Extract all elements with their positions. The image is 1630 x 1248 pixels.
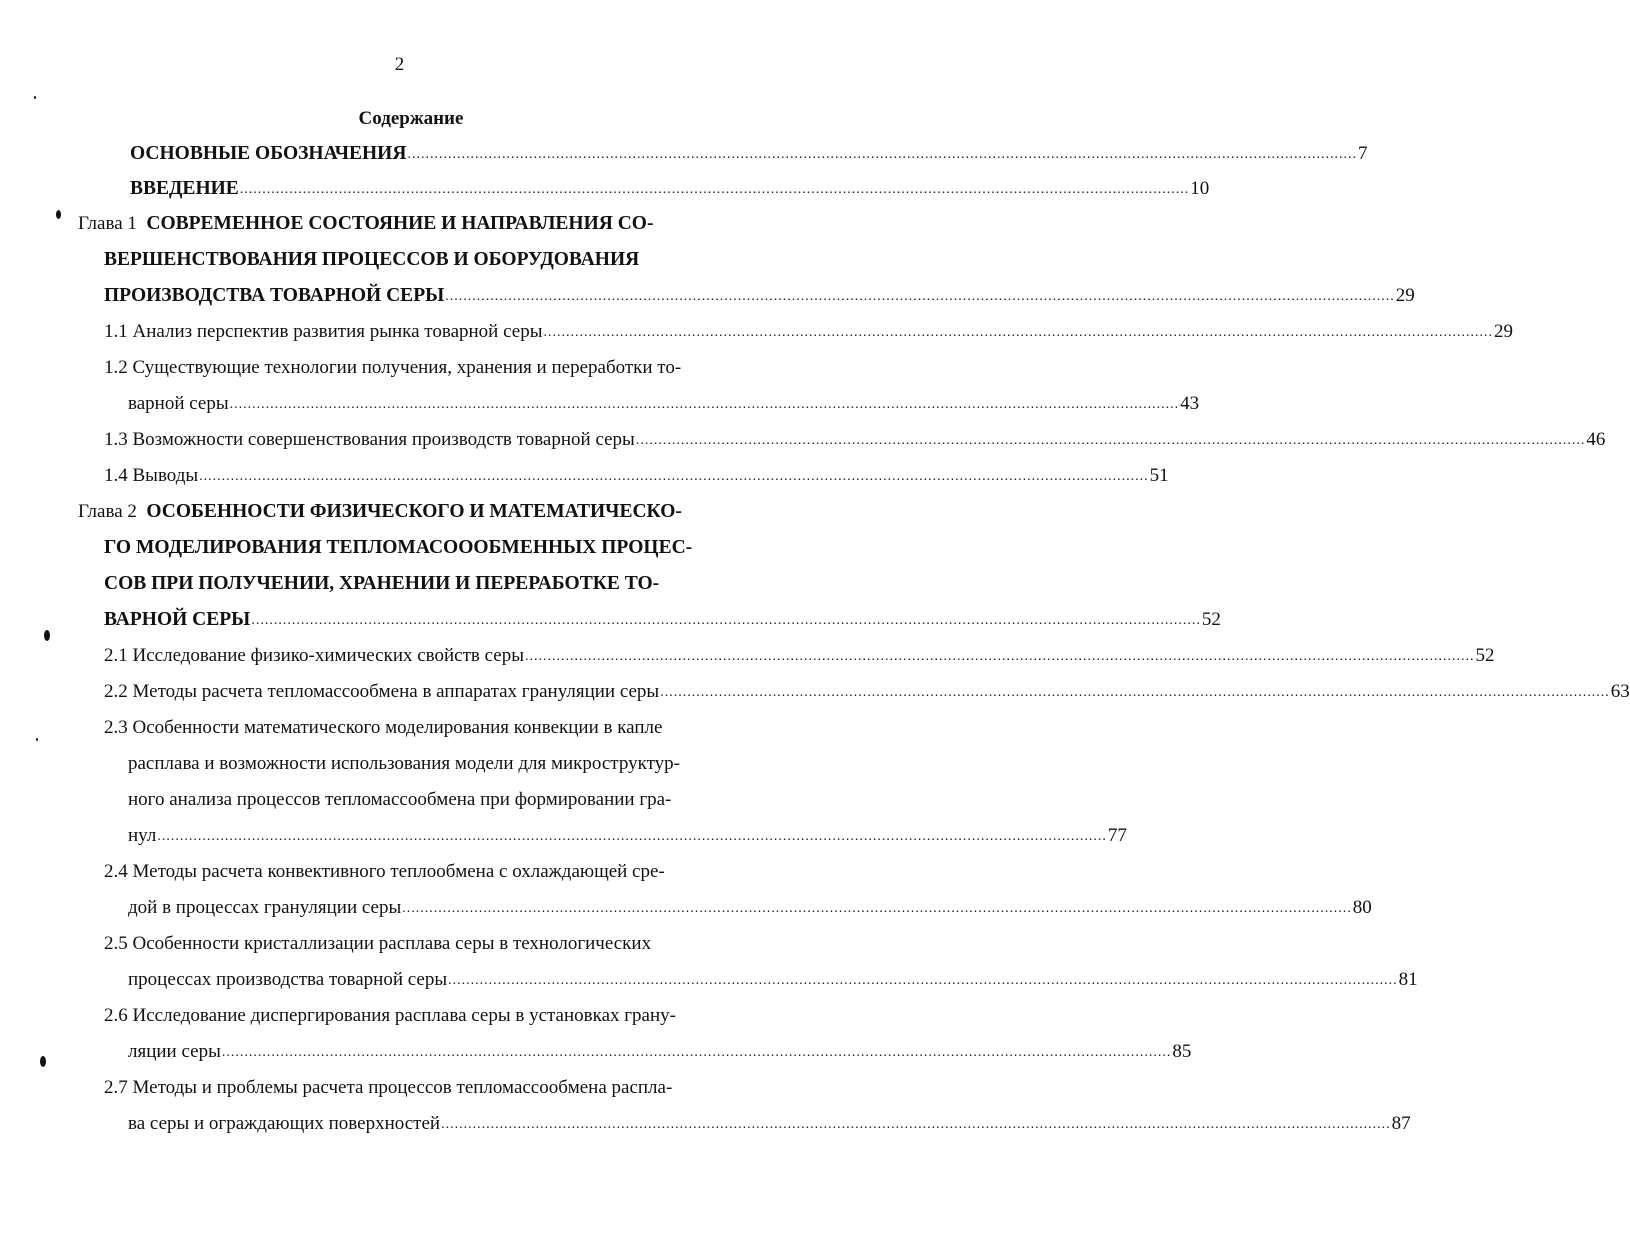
chapter-prefix: Глава 1 bbox=[78, 213, 137, 234]
toc-page-number: 85 bbox=[1172, 1041, 1192, 1062]
scan-speck bbox=[44, 630, 50, 641]
toc-entry-text: дой в процессах грануляции серы bbox=[128, 897, 402, 918]
toc-chapter-2-line-1[interactable] bbox=[78, 498, 682, 526]
toc-section-2-3-line-3: ного анализа процессов тепломассообмена при формировании гра- bbox=[128, 789, 672, 810]
dot-leader: ................................................................................................................................................................................................................... bbox=[441, 1117, 1391, 1132]
toc-chapter-2-line-3: СОВ ПРИ ПОЛУЧЕНИИ, ХРАНЕНИИ И ПЕРЕРАБОТКЕ ТО- bbox=[104, 573, 660, 594]
dot-leader: ................................................................................................................................................................................................................... bbox=[525, 649, 1475, 664]
toc-page-number: 63 bbox=[1610, 681, 1630, 702]
dot-leader: ................................................................................................................................................................................................................... bbox=[402, 901, 1352, 916]
toc-section-1-2-line-2[interactable] bbox=[128, 390, 1200, 418]
toc-page-number: 80 bbox=[1352, 897, 1372, 918]
toc-page-number: 77 bbox=[1107, 825, 1127, 846]
toc-chapter-1-line-1[interactable] bbox=[78, 210, 653, 238]
dot-leader: ................................................................................................................................................................................................................... bbox=[660, 685, 1610, 700]
toc-section-2-1[interactable] bbox=[104, 642, 1495, 670]
toc-page-number: 51 bbox=[1149, 465, 1169, 486]
toc-page-number: 29 bbox=[1493, 321, 1513, 342]
chapter-title-text: ОСОБЕННОСТИ ФИЗИЧЕСКОГО И МАТЕМАТИЧЕСКО- bbox=[146, 501, 682, 522]
toc-entry-text: ва серы и ограждающих поверхностей bbox=[128, 1113, 441, 1134]
scan-speck bbox=[56, 210, 61, 219]
toc-section-2-6-line-1[interactable]: 2.6 Исследование диспергирования расплава серы в установках грану- bbox=[104, 1005, 676, 1026]
dot-leader: ................................................................................................................................................................................................................... bbox=[251, 613, 1201, 628]
toc-section-2-4-line-2[interactable] bbox=[128, 894, 1372, 922]
toc-entry-text: 1.1 Анализ перспектив развития рынка товарной серы bbox=[104, 321, 543, 342]
toc-page-number: 10 bbox=[1190, 178, 1210, 199]
toc-page-number: 7 bbox=[1357, 143, 1368, 164]
toc-page-number: 52 bbox=[1475, 645, 1495, 666]
toc-section-2-4-line-1[interactable]: 2.4 Методы расчета конвективного теплообмена с охлаждающей сре- bbox=[104, 861, 665, 882]
toc-section-2-3-line-4[interactable] bbox=[128, 822, 1127, 850]
toc-entry-text: варной серы bbox=[128, 393, 229, 414]
chapter-title-text: СОВРЕМЕННОЕ СОСТОЯНИЕ И НАПРАВЛЕНИЯ СО- bbox=[146, 213, 654, 234]
dot-leader: ................................................................................................................................................................................................................... bbox=[448, 973, 1398, 988]
toc-chapter-2-line-4[interactable] bbox=[104, 606, 1221, 634]
toc-section-2-3-line-1[interactable]: 2.3 Особенности математического моделирования конвекции в капле bbox=[104, 717, 663, 738]
toc-title: Содержание bbox=[358, 108, 464, 129]
scan-speck bbox=[40, 1056, 46, 1067]
toc-section-2-2[interactable] bbox=[104, 678, 1630, 706]
toc-entry-introduction[interactable] bbox=[130, 175, 1210, 203]
dot-leader: ................................................................................................................................................................................................................... bbox=[229, 397, 1180, 412]
dot-leader: ................................................................................................................................................................................................................... bbox=[543, 325, 1493, 340]
toc-entry-text: ПРОИЗВОДСТВА ТОВАРНОЙ СЕРЫ bbox=[104, 285, 445, 306]
toc-section-2-5-line-1[interactable]: 2.5 Особенности кристаллизации расплава серы в технологических bbox=[104, 933, 652, 954]
toc-page-number: 43 bbox=[1180, 393, 1200, 414]
toc-entry-text: нул bbox=[128, 825, 157, 846]
toc-section-1-4[interactable] bbox=[104, 462, 1169, 490]
toc-entry-text: ляции серы bbox=[128, 1041, 221, 1062]
toc-chapter-2-line-2: ГО МОДЕЛИРОВАНИЯ ТЕПЛОМАСОООБМЕННЫХ ПРОЦЕС- bbox=[104, 537, 693, 558]
toc-entry-text: 2.1 Исследование физико-химических свойств серы bbox=[104, 645, 525, 666]
toc-page-number: 52 bbox=[1201, 609, 1221, 630]
dot-leader: ................................................................................................................................................................................................................... bbox=[635, 433, 1586, 448]
toc-chapter-1-line-2: ВЕРШЕНСТВОВАНИЯ ПРОЦЕССОВ И ОБОРУДОВАНИЯ bbox=[104, 249, 640, 270]
toc-section-2-5-line-2[interactable] bbox=[128, 966, 1418, 994]
toc-entry-text: 2.2 Методы расчета тепломассообмена в аппаратах грануляции серы bbox=[104, 681, 660, 702]
toc-entry-text: ВАРНОЙ СЕРЫ bbox=[104, 609, 251, 630]
page-number: 2 bbox=[394, 54, 405, 75]
toc-page-number: 81 bbox=[1398, 969, 1418, 990]
scan-speck bbox=[36, 738, 38, 741]
toc-section-2-3-line-2: расплава и возможности использования модели для микроструктур- bbox=[128, 753, 680, 774]
toc-entry-text: ОСНОВНЫЕ ОБОЗНАЧЕНИЯ bbox=[130, 143, 407, 164]
toc-entry-text: 1.4 Выводы bbox=[104, 465, 199, 486]
toc-section-1-2-line-1[interactable]: 1.2 Существующие технологии получения, хранения и переработки то- bbox=[104, 357, 682, 378]
toc-entry-notation[interactable] bbox=[130, 140, 1368, 168]
chapter-prefix: Глава 2 bbox=[78, 501, 137, 522]
toc-page-number: 29 bbox=[1395, 285, 1415, 306]
toc-chapter-1-line-3[interactable] bbox=[104, 282, 1415, 310]
toc-entry-text: 1.3 Возможности совершенствования производств товарной серы bbox=[104, 429, 635, 450]
dot-leader: ................................................................................................................................................................................................................... bbox=[199, 469, 1149, 484]
toc-section-1-3[interactable] bbox=[104, 426, 1606, 454]
toc-page-number: 46 bbox=[1586, 429, 1606, 450]
scan-speck bbox=[34, 96, 36, 99]
dot-leader: ................................................................................................................................................................................................................... bbox=[445, 289, 1395, 304]
toc-page-number: 87 bbox=[1391, 1113, 1411, 1134]
dot-leader: ................................................................................................................................................................................................................... bbox=[407, 147, 1357, 162]
dot-leader: ................................................................................................................................................................................................................... bbox=[221, 1045, 1172, 1060]
dot-leader: ................................................................................................................................................................................................................... bbox=[239, 182, 1190, 197]
toc-entry-text: ВВЕДЕНИЕ bbox=[130, 178, 239, 199]
toc-section-2-7-line-2[interactable] bbox=[128, 1110, 1411, 1138]
toc-section-2-7-line-1[interactable]: 2.7 Методы и проблемы расчета процессов тепломассообмена распла- bbox=[104, 1077, 673, 1098]
toc-section-2-6-line-2[interactable] bbox=[128, 1038, 1192, 1066]
dot-leader: ................................................................................................................................................................................................................... bbox=[157, 829, 1107, 844]
toc-entry-text: процессах производства товарной серы bbox=[128, 969, 448, 990]
toc-section-1-1[interactable] bbox=[104, 318, 1513, 346]
